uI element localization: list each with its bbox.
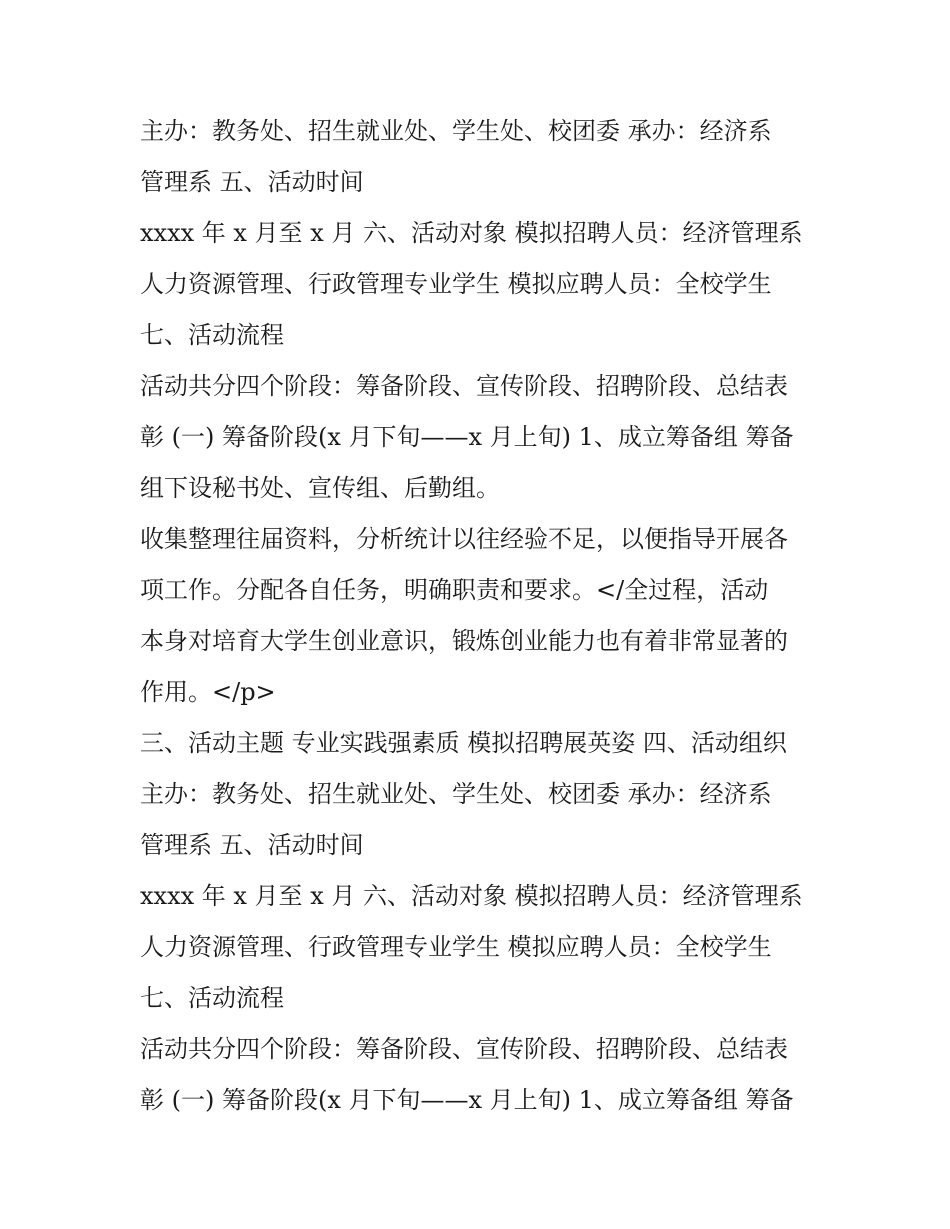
text-line: 组下设秘书处、宣传组、后勤组。	[140, 474, 500, 502]
text-line: 管理系 五、活动时间	[140, 831, 364, 859]
text-line: 七、活动流程	[140, 321, 284, 349]
text-line: 主办：教务处、招生就业处、学生处、校团委 承办：经济系	[140, 117, 772, 145]
text-line: 管理系 五、活动时间	[140, 168, 364, 196]
text-line: 主办：教务处、招生就业处、学生处、校团委 承办：经济系	[140, 780, 772, 808]
text-line: 活动共分四个阶段：筹备阶段、宣传阶段、招聘阶段、总结表	[140, 1035, 788, 1063]
text-line: 本身对培育大学生创业意识，锻炼创业能力也有着非常显著的	[140, 627, 788, 655]
document-body	[140, 106, 830, 1126]
text-line: xxxx 年 x 月至 x 月 六、活动对象 模拟招聘人员：经济管理系	[140, 882, 803, 910]
text-line: 作用。</p>	[140, 678, 276, 706]
text-line: 人力资源管理、行政管理专业学生 模拟应聘人员：全校学生	[140, 933, 772, 961]
text-line: 七、活动流程	[140, 984, 284, 1012]
text-line: 三、活动主题 专业实践强素质 模拟招聘展英姿 四、活动组织	[140, 729, 787, 757]
text-line: 活动共分四个阶段：筹备阶段、宣传阶段、招聘阶段、总结表	[140, 372, 788, 400]
text-line: 收集整理往届资料，分析统计以往经验不足，以便指导开展各	[140, 525, 788, 553]
text-line: 彰 (一) 筹备阶段(x 月下旬——x 月上旬) 1、成立筹备组 筹备	[140, 423, 794, 451]
text-line: 项工作。分配各自任务，明确职责和要求。</全过程，活动	[140, 576, 769, 604]
text-line: 人力资源管理、行政管理专业学生 模拟应聘人员：全校学生	[140, 270, 772, 298]
text-line: 彰 (一) 筹备阶段(x 月下旬——x 月上旬) 1、成立筹备组 筹备	[140, 1086, 794, 1114]
text-line: xxxx 年 x 月至 x 月 六、活动对象 模拟招聘人员：经济管理系	[140, 219, 803, 247]
